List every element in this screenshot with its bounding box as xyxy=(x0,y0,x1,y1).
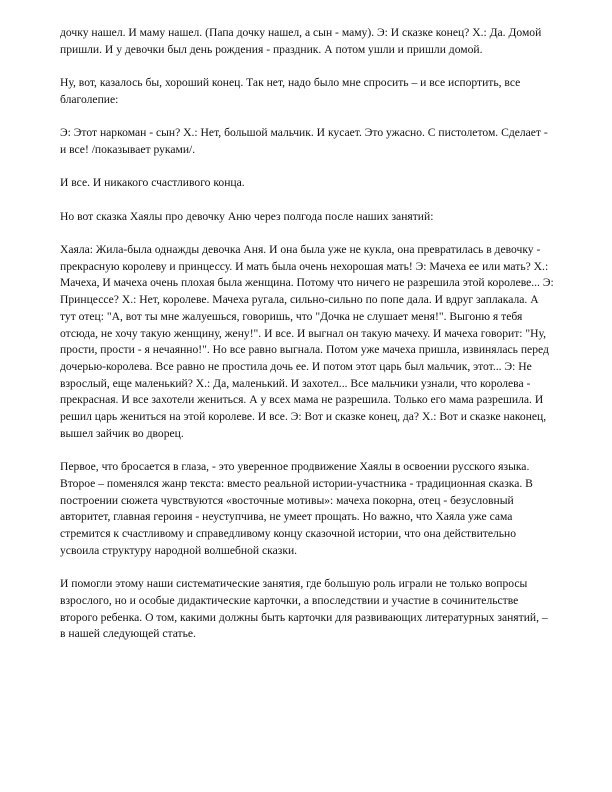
paragraph-anya-tale: Хаяла: Жила-была однажды девочка Аня. И она была уже не кукла, она превратилась в девочку - прекрасную королеву и принцессу. И мать была очень нехорошая мать! Э: Мачеха ее или мать? Х.: Мачеха, И мачеха очень плохая была женщина. Потому что ничего не разрешила этой королеве... Э: Принцессе? Х.: Нет, королеве. Мачеха ругала, сильно-сильно по попе дала. И вдруг заплакала. А тут отец: "А, вот ты мне жалуешься, говоришь, что "Дочка не слушает меня!". Выгоню я тебя отсюда, не хочу такую женщину, жену!". И все. И выгнал он такую мачеху. И мачеха говорит: "Ну, прости, прости - я нечаянно!". Но все равно выгнала. Потом уже мачеха пришла, извинялась перед дочерью-королева. Все равно не простила дочь ее. И потом этот царь был мальчик, этот... Э: Не взрослый, еще маленький? Х.: Да, маленький. И захотел... Все мальчики узнали, что королева - прекрасная. И все захотели жениться. А у всех мама не разрешила. Только его мама разрешила. И решил царь жениться на этой королеве. И все. Э: Вот и сказке конец, да? Х.: Вот и сказке наконец, вышел зайчик во дворец. xyxy=(60,243,554,440)
document-body xyxy=(60,25,555,660)
paragraph-no-happy-end: И все. И никакого счастливого конца. xyxy=(60,176,245,190)
paragraph-analysis: Первое, что бросается в глаза, - это уверенное продвижение Хаялы в освоении русского языка. Второе – поменялся жанр текста: вместо реальной истории-участника - традиционная сказка. В построении сюжета чувствуются «восточные мотивы»: мачеха покорна, отец - безусловный авторитет, главная героиня - неуступчива, не умеет прощать. Но важно, что Хаяла уже сама стремится к счастливому и справедливому концу сказочной истории, что она действительно усвоила структуру народной волшебной сказки. xyxy=(60,460,533,557)
paragraph-conclusion: И помогли этому наши систематические занятия, где большую роль играли не только вопросы взрослого, но и особые дидактические карточки, а впоследствии и участие в сочинительстве второго ребенка. О том, какими должны быть карточки для развивающих литературных занятий, – в нашей следующей статье. xyxy=(60,577,548,641)
paragraph-dialogue-son: Э: Этот наркоман - сын? Х.: Нет, большой мальчик. И кусает. Это ужасно. С пистолетом. Сделает - и все! /показывает руками/. xyxy=(60,126,548,156)
paragraph-spoiled-ending: Ну, вот, казалось бы, хороший конец. Так нет, надо было мне спросить – и все испортить, все благолепие: xyxy=(60,76,521,106)
paragraph-intro-anya-tale: Но вот сказка Хаялы про девочку Аню через полгода после наших занятий: xyxy=(60,209,434,223)
paragraph-story-ending: дочку нашел. И маму нашел. (Папа дочку нашел, а сын - маму). Э: И сказке конец? Х.: Да. Домой пришли. И у девочки был день рождения - праздник. А потом ушли и пришли домой. xyxy=(60,26,542,56)
